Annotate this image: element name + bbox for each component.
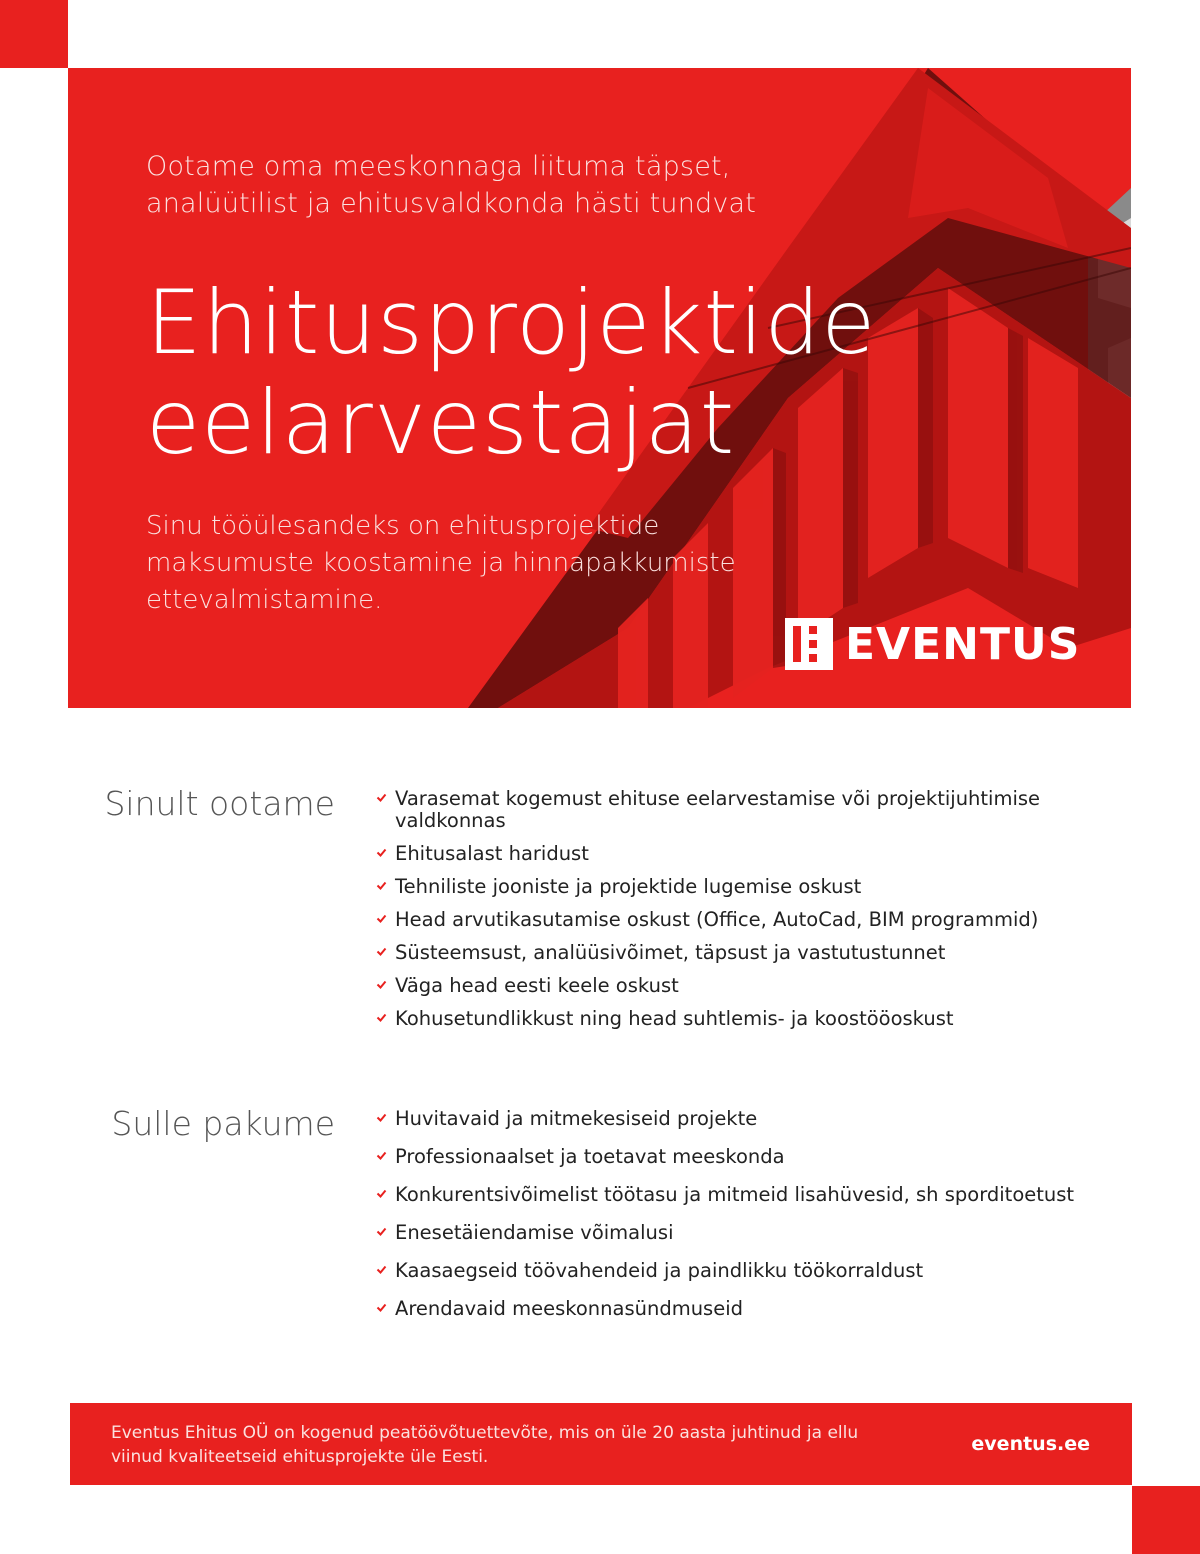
checkmark-icon <box>376 1112 387 1123</box>
list-item-text: Kohusetundlikkust ning head suhtlemis- ja koostööoskust <box>395 1007 954 1030</box>
list-item <box>376 1260 1096 1282</box>
eventus-logo-text: EVENTUS <box>845 618 1081 670</box>
checkmark-icon <box>376 913 387 924</box>
list-item <box>376 843 1096 865</box>
checkmark-icon <box>376 880 387 891</box>
checkmark-icon <box>376 1188 387 1199</box>
list-item-text: Arendavaid meeskonnasündmuseid <box>395 1297 744 1320</box>
checkmark-icon <box>376 1150 387 1161</box>
list-item <box>376 1184 1096 1206</box>
requirements-list <box>376 788 1096 1041</box>
list-item <box>376 1222 1096 1244</box>
task-description: Sinu tööülesandeks on ehitusprojektide maksumuste koostamine ja hinnapakkumiste ettevalmistamine. <box>146 511 736 615</box>
website-link[interactable]: eventus.ee <box>971 1433 1090 1455</box>
list-item <box>376 909 1096 931</box>
checkmark-icon <box>376 946 387 957</box>
list-item-text: Professionaalset ja toetavat meeskonda <box>395 1145 785 1168</box>
corner-accent-top-left <box>0 0 68 68</box>
checkmark-icon <box>376 847 387 858</box>
job-title-line-2: eelarvestajat <box>146 371 736 474</box>
job-title <box>146 273 1046 473</box>
list-item-text: Head arvutikasutamise oskust (Office, AutoCad, BIM programmid) <box>395 908 1039 931</box>
list-item-text: Süsteemsust, analüüsivõimet, täpsust ja vastutustunnet <box>395 941 946 964</box>
list-item <box>376 1146 1096 1168</box>
list-item <box>376 1008 1096 1030</box>
list-item-text: Väga head eesti keele oskust <box>395 974 679 997</box>
offers-list <box>376 1108 1096 1336</box>
list-item <box>376 1298 1096 1320</box>
job-title-line-1: Ehitusprojektide <box>146 271 877 374</box>
eventus-logo-mark-icon <box>785 618 833 670</box>
list-item <box>376 1108 1096 1130</box>
hero-banner <box>68 68 1131 708</box>
list-item-text: Huvitavaid ja mitmekesiseid projekte <box>395 1107 758 1130</box>
list-item-text: Enesetäiendamise võimalusi <box>395 1221 674 1244</box>
list-item <box>376 788 1096 832</box>
footer-bar <box>70 1403 1132 1485</box>
checkmark-icon <box>376 1226 387 1237</box>
checkmark-icon <box>376 979 387 990</box>
list-item <box>376 942 1096 964</box>
list-item <box>376 876 1096 898</box>
offers-heading: Sulle pakume <box>111 1104 335 1143</box>
intro-text: Ootame oma meeskonnaga liituma täpset, analüütilist ja ehitusvaldkonda hästi tundvat <box>146 151 757 219</box>
company-description: Eventus Ehitus OÜ on kogenud peatöövõtuettevõte, mis on üle 20 aasta juhtinud ja ellu viinud kvaliteetseid ehitusprojekte üle Eesti. <box>111 1423 859 1467</box>
checkmark-icon <box>376 1302 387 1313</box>
checkmark-icon <box>376 792 387 803</box>
list-item <box>376 975 1096 997</box>
checkmark-icon <box>376 1264 387 1275</box>
eventus-logo <box>785 618 1080 670</box>
checkmark-icon <box>376 1012 387 1023</box>
list-item-text: Varasemat kogemust ehituse eelarvestamise või projektijuhtimise valdkonnas <box>395 787 1041 832</box>
list-item-text: Ehitusalast haridust <box>395 842 589 865</box>
requirements-heading: Sinult ootame <box>104 784 335 823</box>
list-item-text: Kaasaegseid töövahendeid ja paindlikku töökorraldust <box>395 1259 924 1282</box>
list-item-text: Tehniliste jooniste ja projektide lugemise oskust <box>395 875 862 898</box>
list-item-text: Konkurentsivõimelist töötasu ja mitmeid lisahüvesid, sh sporditoetust <box>395 1183 1075 1206</box>
corner-accent-bottom-right <box>1132 1486 1200 1554</box>
